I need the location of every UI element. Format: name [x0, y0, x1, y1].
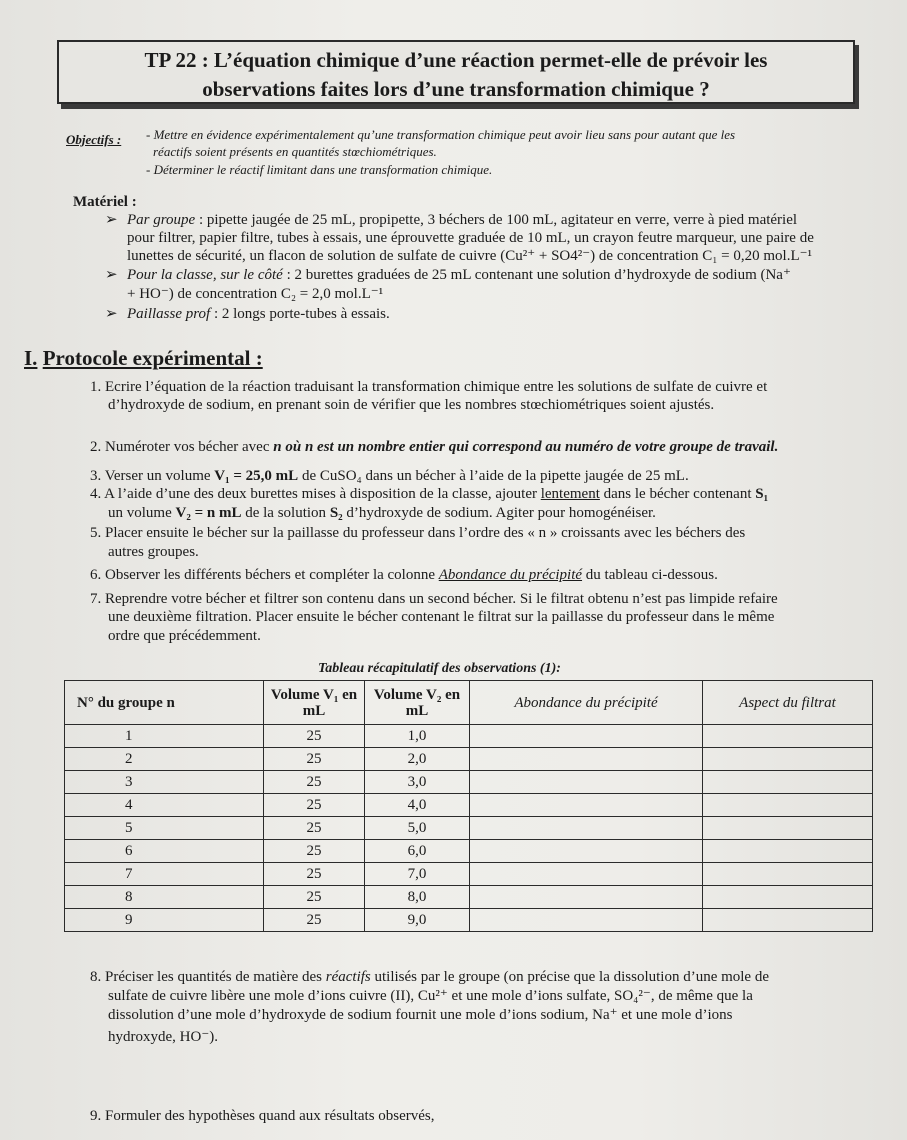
section-title: Protocole expérimental : — [42, 346, 263, 370]
cell-abondance — [470, 794, 703, 817]
step-2 — [90, 438, 778, 456]
step-4-lentement: lentement — [540, 486, 600, 502]
step-8d: hydroxyde, HO⁻). — [108, 1029, 218, 1045]
materiel-class-line-2: + HO⁻) de concentration C₂ = 2,0 mol.L⁻¹ — [127, 286, 384, 302]
cell-group: 7 — [65, 863, 264, 886]
cell-aspect — [703, 748, 873, 771]
cell-aspect — [703, 771, 873, 794]
step-1b: d’hydroxyde de sodium, en prenant soin de vérifier que les nombres stœchiométriques soient ajustés. — [108, 397, 715, 413]
cell-v1: 25 — [264, 794, 365, 817]
cell-v1: 25 — [264, 725, 365, 748]
objective-1a: - Mettre en évidence expérimentalement qu’une transformation chimique peut avoir lieu sans pour autant que les — [146, 127, 736, 142]
step-3-text-a: 3. Verser un volume — [90, 468, 215, 484]
step-4-text-g: de la solution — [241, 505, 330, 521]
section-heading — [24, 346, 263, 371]
step-3-text-b: de CuSO₄ dans un bécher à l’aide de la pipette jaugée de 25 mL. — [298, 468, 689, 484]
step-4-s1: S₁ — [755, 486, 769, 502]
materiel-group-line-1 — [127, 211, 797, 229]
cell-abondance — [470, 748, 703, 771]
cell-group: 1 — [65, 725, 264, 748]
cell-aspect — [703, 863, 873, 886]
step-1a: 1. Ecrire l’équation de la réaction traduisant la transformation chimique entre les solutions de sulfate de cuivre et — [90, 379, 768, 395]
cell-abondance — [470, 886, 703, 909]
cell-aspect — [703, 817, 873, 840]
cell-abondance — [470, 909, 703, 932]
cell-v1: 25 — [264, 840, 365, 863]
cell-v1: 25 — [264, 771, 365, 794]
class-text-1: : 2 burettes graduées de 25 mL contenant une solution d’hydroxyde de sodium (Na⁺ — [282, 267, 791, 283]
table-row — [65, 771, 873, 794]
cell-v1: 25 — [264, 817, 365, 840]
cell-group: 5 — [65, 817, 264, 840]
prof-text: : 2 longs porte-tubes à essais. — [210, 306, 390, 322]
cell-v1: 25 — [264, 863, 365, 886]
step-6-column-name: Abondance du précipité — [438, 567, 583, 583]
cell-v1: 25 — [264, 909, 365, 932]
table-row — [65, 909, 873, 932]
cell-v2: 9,0 — [365, 909, 470, 932]
materiel-group-line-3: lunettes de sécurité, un flacon de solution de sulfate de cuivre (Cu²⁺ + SO4²⁻) de concentration C₁ = 0,20 mol.L⁻¹ — [127, 248, 813, 264]
step-6-text-a: 6. Observer les différents béchers et compléter la colonne — [90, 567, 439, 583]
cell-v2: 7,0 — [365, 863, 470, 886]
header-volume-v2: Volume V₂ en mL — [365, 681, 470, 725]
step-4-s2: S₂ — [329, 505, 343, 521]
cell-group: 2 — [65, 748, 264, 771]
header-volume-v1: Volume V₁ en mL — [264, 681, 365, 725]
objective-1b: réactifs soient présents en quantités stœchiométriques. — [153, 144, 437, 159]
step-2-text: 2. Numéroter vos bécher avec — [90, 439, 274, 455]
cell-group: 6 — [65, 840, 264, 863]
step-8-reactifs: réactifs — [325, 969, 371, 985]
header-abondance: Abondance du précipité — [470, 681, 703, 725]
step-8-text-a: 8. Préciser les quantités de matière des — [90, 969, 326, 985]
cell-v2: 6,0 — [365, 840, 470, 863]
step-8a — [90, 968, 769, 986]
step-4-volume: V₂ = n mL — [175, 505, 242, 521]
step-4-text-e: un volume — [108, 505, 176, 521]
cell-aspect — [703, 909, 873, 932]
step-5b: autres groupes. — [108, 544, 199, 560]
step-4a — [90, 485, 768, 503]
table-row — [65, 863, 873, 886]
step-7c: ordre que précédemment. — [108, 628, 261, 644]
step-4-text-a: 4. A l’aide d’une des deux burettes mises à disposition de la classe, ajouter — [90, 486, 541, 502]
step-2-emphasis: n où n est un nombre entier qui correspond au numéro de votre groupe de travail. — [273, 439, 779, 455]
table-row — [65, 840, 873, 863]
cell-group: 4 — [65, 794, 264, 817]
title-line-2: observations faites lors d’une transformation chimique ? — [202, 77, 710, 101]
cell-aspect — [703, 886, 873, 909]
step-8b: sulfate de cuivre libère une mole d’ions cuivre (II), Cu²⁺ et une mole d’ions sulfate, SO₄²⁻, de même que la — [108, 988, 753, 1004]
table-row — [65, 794, 873, 817]
cell-v1: 25 — [264, 886, 365, 909]
step-7a: 7. Reprendre votre bécher et filtrer son contenu dans un second bécher. Si le filtrat obtenu n’est pas limpide refaire — [90, 591, 778, 607]
header-group: N° du groupe n — [65, 681, 264, 725]
step-4-text-i: d’hydroxyde de sodium. Agiter pour homogénéiser. — [342, 505, 656, 521]
step-6-text-c: du tableau ci-dessous. — [582, 567, 718, 583]
prof-label: Paillasse prof — [127, 306, 211, 322]
cell-abondance — [470, 840, 703, 863]
step-8-text-c: utilisés par le groupe (on précise que la dissolution d’une mole de — [370, 969, 769, 985]
cell-v2: 2,0 — [365, 748, 470, 771]
step-5a: 5. Placer ensuite le bécher sur la paillasse du professeur dans l’ordre des « n » croissants avec les béchers des — [90, 525, 746, 541]
cell-group: 9 — [65, 909, 264, 932]
cell-group: 8 — [65, 886, 264, 909]
cell-v2: 5,0 — [365, 817, 470, 840]
header-aspect: Aspect du filtrat — [703, 681, 873, 725]
step-6 — [90, 566, 718, 584]
materiel-class-line-1 — [127, 266, 791, 284]
objective-2: - Déterminer le réactif limitant dans une transformation chimique. — [146, 162, 493, 177]
step-7b: une deuxième filtration. Placer ensuite le bécher contenant le filtrat sur la paillasse du professeur dans le même — [108, 609, 775, 625]
cell-abondance — [470, 771, 703, 794]
cell-abondance — [470, 725, 703, 748]
observations-table — [64, 680, 873, 932]
cell-v2: 3,0 — [365, 771, 470, 794]
table-row — [65, 817, 873, 840]
step-9: 9. Formuler des hypothèses quand aux résultats observés, — [90, 1108, 435, 1124]
step-8c: dissolution d’une mole d’hydroxyde de sodium fournit une mole d’ions sodium, Na⁺ et une mole d’ions — [108, 1007, 733, 1023]
cell-v2: 4,0 — [365, 794, 470, 817]
cell-abondance — [470, 863, 703, 886]
title-box — [57, 40, 855, 104]
table-row — [65, 748, 873, 771]
table-row — [65, 886, 873, 909]
group-label: Par groupe — [127, 212, 196, 228]
step-4b — [108, 504, 656, 522]
cell-group: 3 — [65, 771, 264, 794]
materiel-heading: Matériel : — [73, 194, 137, 210]
cell-v2: 8,0 — [365, 886, 470, 909]
cell-aspect — [703, 794, 873, 817]
cell-v1: 25 — [264, 748, 365, 771]
objectives-label: Objectifs : — [66, 132, 122, 147]
cell-abondance — [470, 817, 703, 840]
step-4-text-c: dans le bécher contenant — [599, 486, 756, 502]
table-row — [65, 725, 873, 748]
materiel-prof-line — [127, 305, 390, 323]
step-3-volume: V₁ = 25,0 mL — [214, 468, 299, 484]
section-number: I. — [24, 346, 38, 370]
class-label: Pour la classe, sur le côté — [127, 267, 283, 283]
group-text-1: : pipette jaugée de 25 mL, propipette, 3 béchers de 100 mL, agitateur en verre, verre à pied matériel — [195, 212, 798, 228]
cell-aspect — [703, 725, 873, 748]
cell-aspect — [703, 840, 873, 863]
table-caption: Tableau récapitulatif des observations (1): — [318, 661, 561, 676]
materiel-group-line-2: pour filtrer, papier filtre, tubes à essais, une éprouvette graduée de 10 mL, un crayon feutre marqueur, une paire de — [127, 230, 814, 246]
title-line-1: TP 22 : L’équation chimique d’une réaction permet-elle de prévoir les — [144, 48, 768, 72]
table-header-row — [65, 681, 873, 725]
step-3 — [90, 467, 689, 485]
cell-v2: 1,0 — [365, 725, 470, 748]
